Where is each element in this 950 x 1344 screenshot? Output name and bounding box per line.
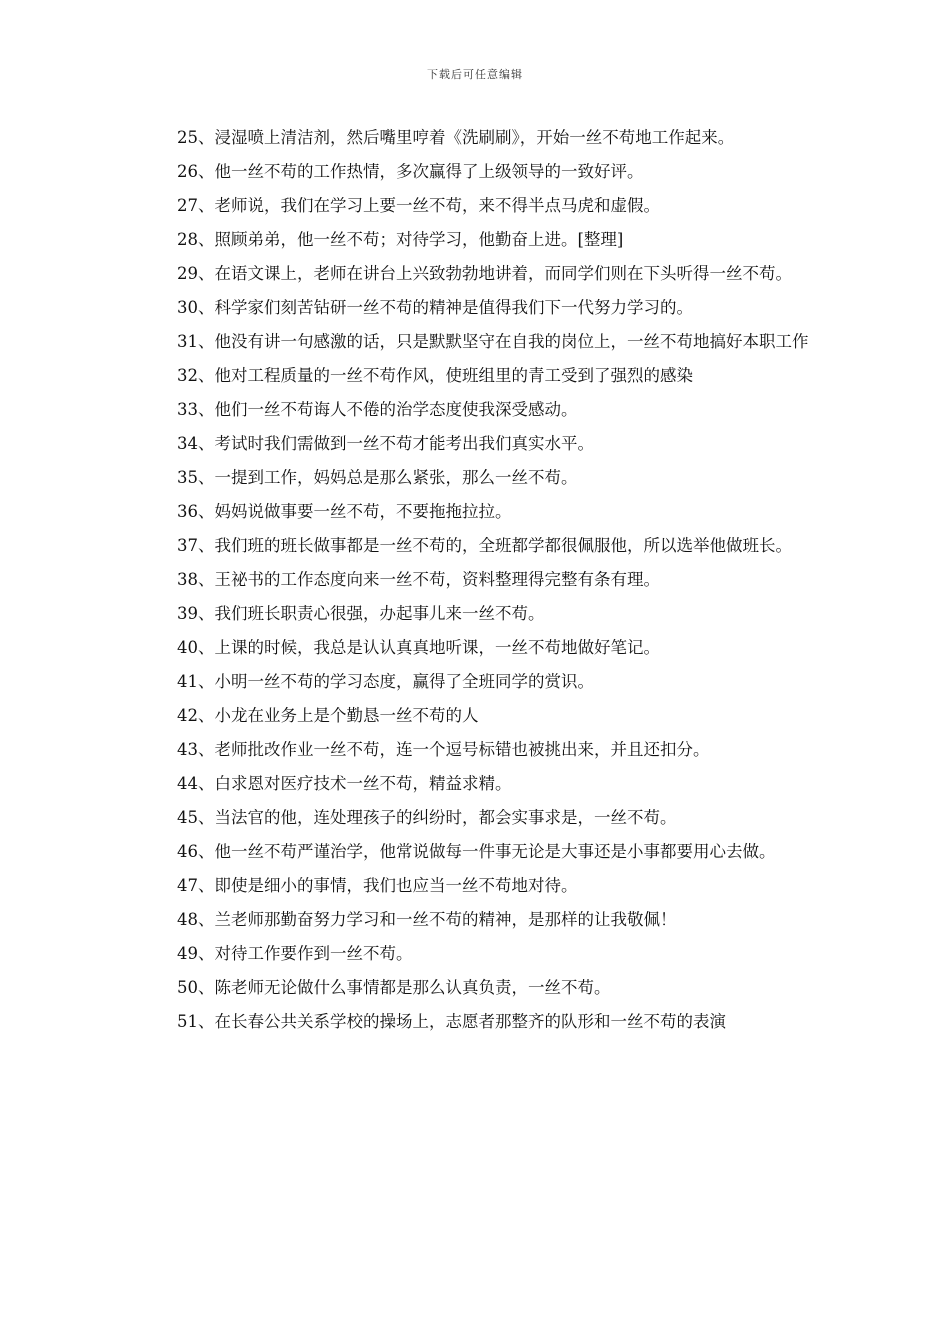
sentence-item: 28、照顾弟弟，他一丝不苟；对待学习，他勤奋上进。[整理] [177,230,624,249]
sentence-item: 49、对待工作要作到一丝不苟。 [177,944,413,963]
sentence-item: 30、科学家们刻苦钻研一丝不苟的精神是值得我们下一代努力学习的。 [177,298,693,317]
sentence-item: 36、妈妈说做事要一丝不苟，不要拖拖拉拉。 [177,502,512,521]
sentence-item: 44、白求恩对医疗技术一丝不苟，精益求精。 [177,774,512,793]
sentence-item: 41、小明一丝不苟的学习态度，赢得了全班同学的赏识。 [177,672,594,691]
page-header: 下载后可任意编辑 [427,68,523,81]
sentence-item: 34、考试时我们需做到一丝不苟才能考出我们真实水平。 [177,434,594,453]
sentence-item: 47、即使是细小的事情，我们也应当一丝不苟地对待。 [177,876,578,895]
sentence-item: 40、上课的时候，我总是认认真真地听课，一丝不苟地做好笔记。 [177,638,660,657]
sentence-item: 32、他对工程质量的一丝不苟作风，使班组里的青工受到了强烈的感染 [177,366,693,385]
sentence-item: 37、我们班的班长做事都是一丝不苟的，全班都学都很佩服他，所以选举他做班长。 [177,536,792,555]
sentence-item: 45、当法官的他，连处理孩子的纠纷时，都会实事求是，一丝不苟。 [177,808,677,827]
sentence-item: 43、老师批改作业一丝不苟，连一个逗号标错也被挑出来，并且还扣分。 [177,740,710,759]
sentence-item: 48、兰老师那勤奋努力学习和一丝不苟的精神，是那样的让我敬佩！ [177,910,677,929]
sentence-item: 35、一提到工作，妈妈总是那么紧张，那么一丝不苟。 [177,468,578,487]
sentence-item: 25、浸湿喷上清洁剂，然后嘴里哼着《洗刷刷》，开始一丝不苟地工作起来。 [177,128,735,147]
sentence-item: 39、我们班长职责心很强，办起事儿来一丝不苟。 [177,604,545,623]
sentence-item: 29、在语文课上，老师在讲台上兴致勃勃地讲着，而同学们则在下头听得一丝不苟。 [177,264,792,283]
document-body [146,121,811,1039]
sentence-item: 46、他一丝不苟严谨治学，他常说做每一件事无论是大事还是小事都要用心去做。 [177,842,776,861]
sentence-item: 27、老师说，我们在学习上要一丝不苟，来不得半点马虎和虚假。 [177,196,660,215]
sentence-item: 26、他一丝不苟的工作热情，多次赢得了上级领导的一致好评。 [177,162,644,181]
sentence-item: 33、他们一丝不苟诲人不倦的治学态度使我深受感动。 [177,400,578,419]
sentence-item: 38、王祕书的工作态度向来一丝不苟，资料整理得完整有条有理。 [177,570,660,589]
sentence-item: 51、在长春公共关系学校的操场上，志愿者那整齐的队形和一丝不苟的表演 [177,1012,726,1031]
sentence-item: 31、他没有讲一句感激的话，只是默默坚守在自我的岗位上，一丝不苟地搞好本职工作 [177,332,809,351]
sentence-item: 50、陈老师无论做什么事情都是那么认真负责，一丝不苟。 [177,978,611,997]
sentence-item: 42、小龙在业务上是个勤恳一丝不苟的人 [177,706,479,725]
